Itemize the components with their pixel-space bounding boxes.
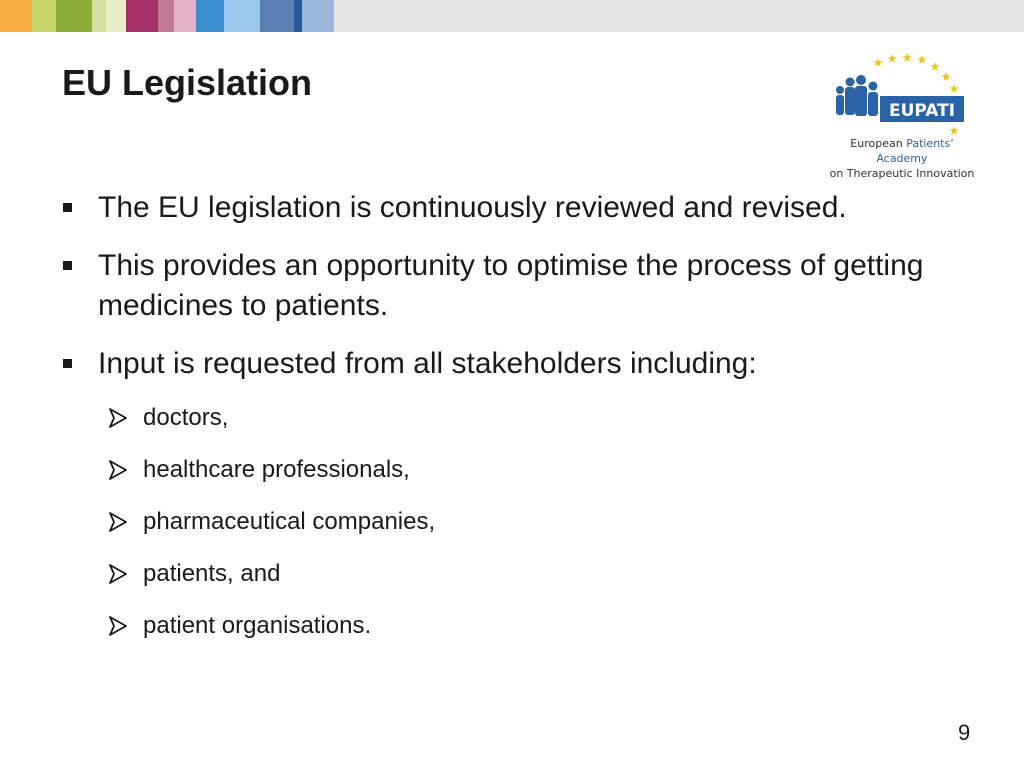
logo-caption-part1: European — [850, 137, 907, 150]
logo-caption-line2: on Therapeutic Innovation — [829, 167, 975, 180]
bullet-text: Input is requested from all stakeholders including: — [98, 347, 757, 380]
bullet-item — [60, 188, 960, 228]
color-block — [302, 0, 334, 32]
arrow-bullet-icon — [108, 511, 128, 533]
color-block — [294, 0, 302, 32]
square-bullet-icon — [63, 359, 72, 368]
color-block — [196, 0, 224, 32]
color-block — [260, 0, 294, 32]
sub-bullet-text: patients, and — [143, 560, 281, 587]
sub-bullet-item — [108, 402, 708, 454]
color-block — [224, 0, 260, 32]
bullet-text: The EU legislation is continuously reviewed and revised. — [98, 191, 847, 224]
page-number: 9 — [958, 720, 971, 745]
arrow-bullet-icon — [108, 459, 128, 481]
color-block — [106, 0, 126, 32]
arrow-bullet-icon — [108, 563, 128, 585]
bullet-item — [60, 344, 960, 384]
eupati-logo-graphic — [826, 52, 978, 136]
sub-bullet-text: patient organisations. — [143, 612, 372, 639]
square-bullet-icon — [63, 261, 72, 270]
color-block — [0, 0, 32, 32]
sub-bullet-item — [108, 610, 708, 662]
sub-bullet-list — [108, 402, 708, 662]
bullet-list — [60, 188, 960, 402]
color-block — [174, 0, 196, 32]
star-arc-icon — [873, 53, 962, 135]
eupati-logo — [826, 52, 978, 180]
people-silhouettes-icon — [836, 75, 878, 116]
sub-bullet-text: pharmaceutical companies, — [143, 508, 436, 535]
bullet-item — [60, 246, 960, 326]
sub-bullet-item — [108, 454, 708, 506]
logo-caption-part2: Patients’ Academy — [876, 137, 954, 165]
color-block — [32, 0, 56, 32]
color-block — [334, 0, 1024, 32]
square-bullet-icon — [63, 203, 72, 212]
sub-bullet-text: doctors, — [143, 404, 229, 431]
sub-bullet-item — [108, 558, 708, 610]
sub-bullet-item — [108, 506, 708, 558]
logo-caption — [826, 136, 978, 181]
top-color-bar — [0, 0, 1024, 32]
bullet-text: This provides an opportunity to optimise the process of getting medicines to patients. — [98, 249, 924, 322]
color-block — [92, 0, 106, 32]
color-block — [158, 0, 174, 32]
logo-name: EUPATI — [888, 101, 956, 121]
color-block — [126, 0, 158, 32]
sub-bullet-text: healthcare professionals, — [143, 456, 410, 483]
color-block — [56, 0, 92, 32]
arrow-bullet-icon — [108, 407, 128, 429]
arrow-bullet-icon — [108, 615, 128, 637]
slide-title: EU Legislation — [62, 62, 313, 103]
